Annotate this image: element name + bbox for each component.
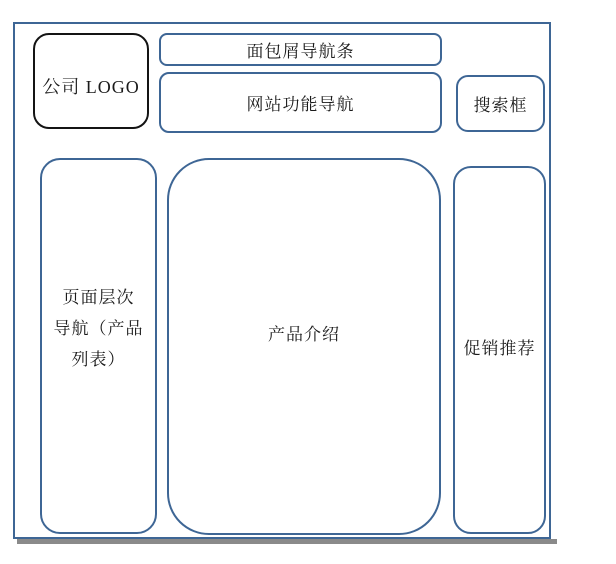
- promo-recommend-box: [453, 166, 546, 534]
- page-hierarchy-nav-label: [54, 282, 144, 375]
- page-hierarchy-nav-line-3: 列表）: [71, 349, 126, 369]
- company-logo-label: 公司 LOGO: [42, 77, 140, 97]
- site-nav-bar-label: 网站功能导航: [246, 95, 355, 114]
- search-box-label: 搜索框: [473, 96, 528, 115]
- search-box: [456, 75, 545, 132]
- product-intro-label: 产品介绍: [268, 325, 340, 344]
- breadcrumb-bar-box: [159, 33, 442, 66]
- page-hierarchy-nav-line-2: 导航（产品: [53, 318, 144, 338]
- page-hierarchy-nav-box: [40, 158, 157, 534]
- frame-bottom-shadow: [17, 539, 557, 544]
- promo-recommend-label: 促销推荐: [463, 338, 536, 358]
- site-nav-bar-box: [159, 72, 442, 133]
- breadcrumb-bar-label: 面包屑导航条: [246, 42, 355, 61]
- product-intro-box: [167, 158, 441, 535]
- page-hierarchy-nav-line-1: 页面层次: [62, 287, 135, 307]
- company-logo-box: [33, 33, 149, 129]
